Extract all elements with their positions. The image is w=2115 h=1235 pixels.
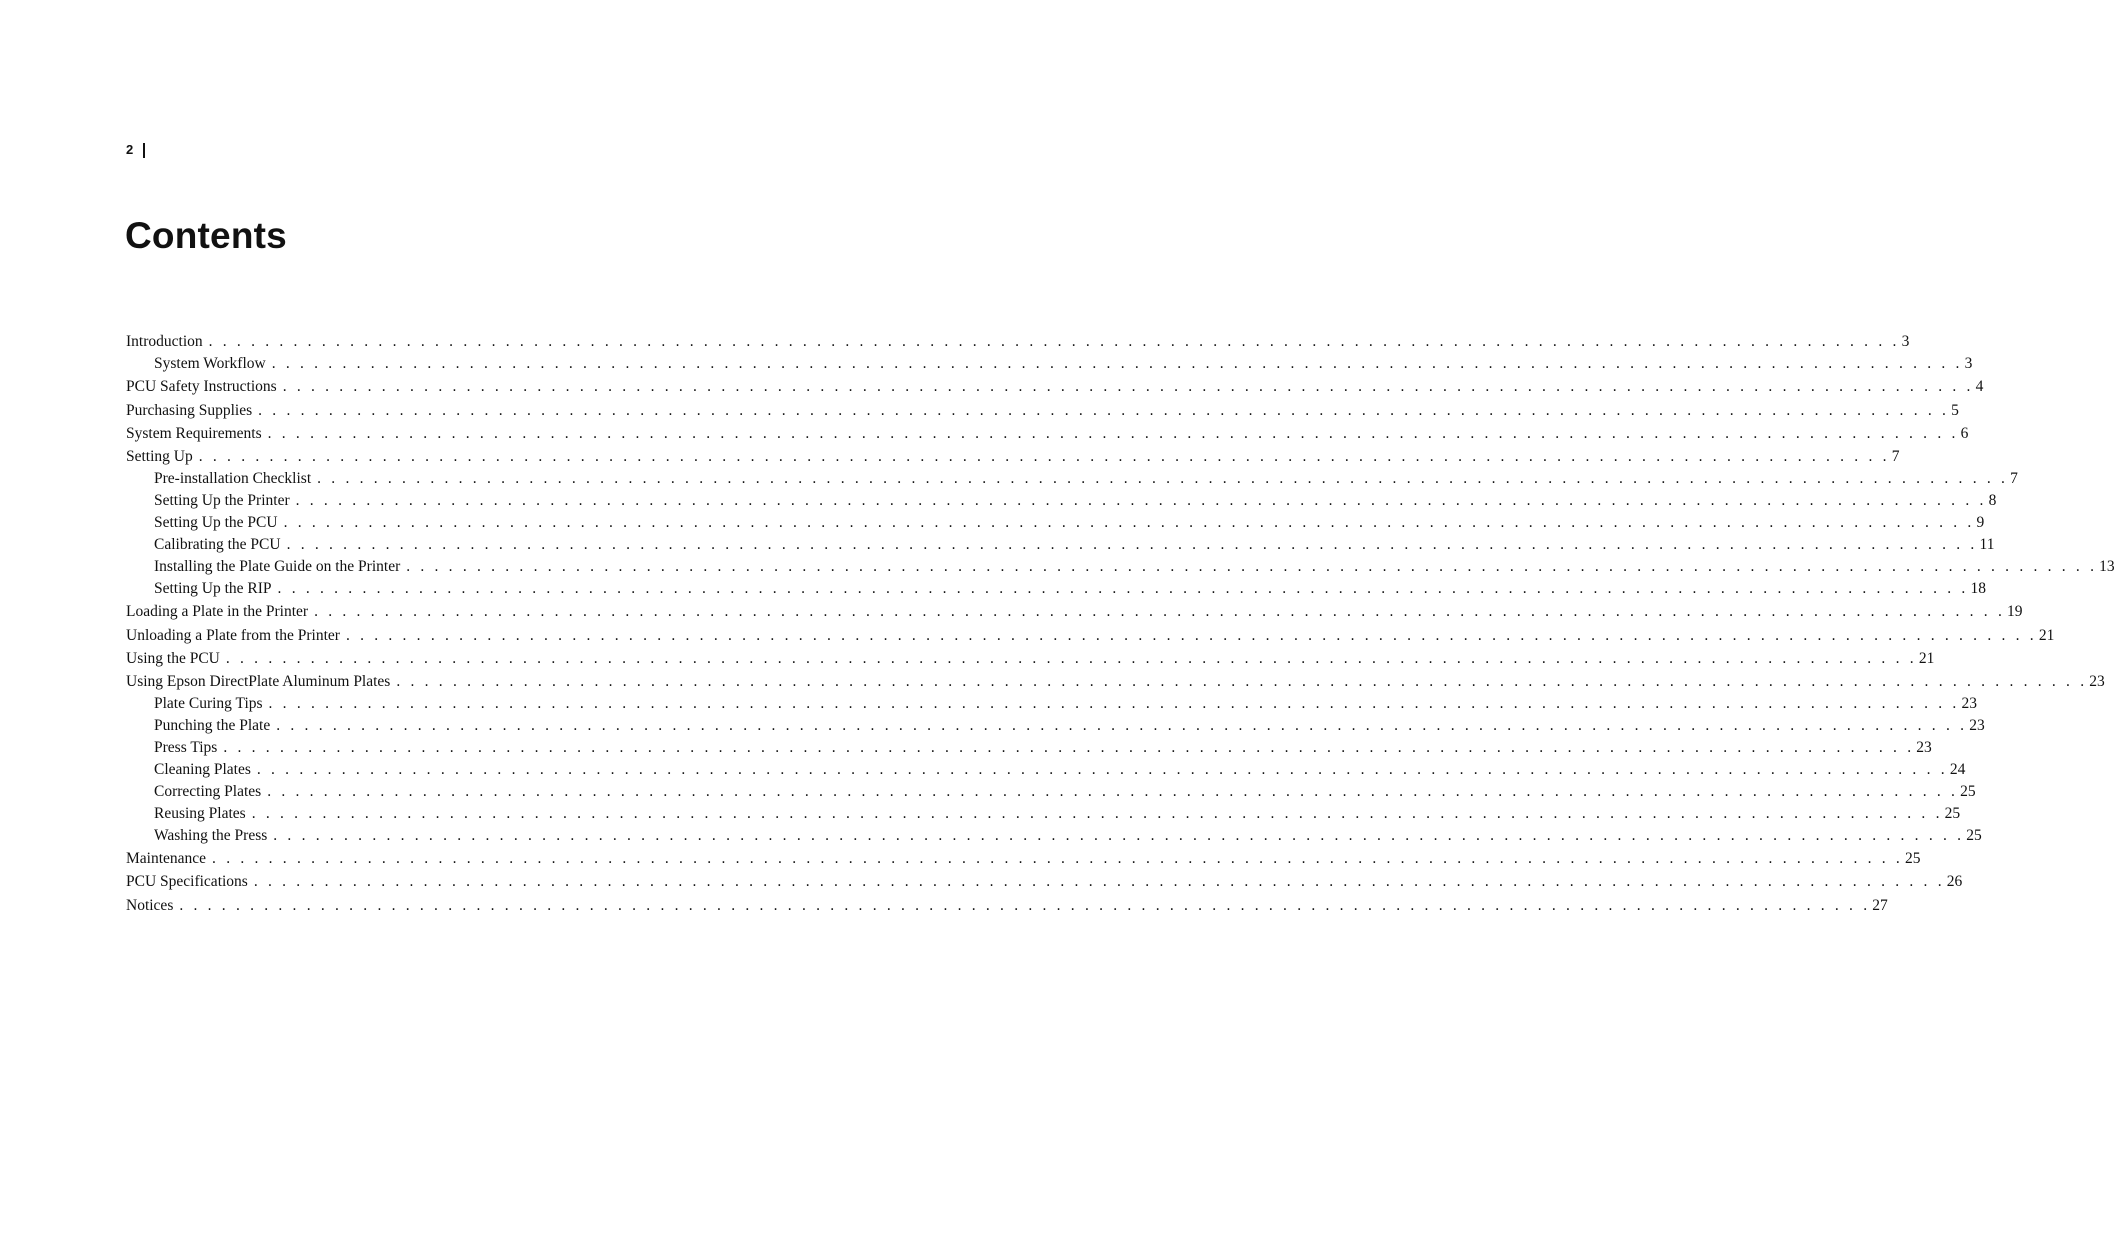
toc-entry-page[interactable]: 7 [1891,448,1900,466]
toc-entry-title[interactable]: Punching the Plate [154,717,271,735]
toc-entry-page[interactable]: 5 [1951,401,1959,419]
toc-entry-page[interactable]: 23 [1916,739,1932,757]
toc-dot-leader: . . . . . . . . . . . . . . . . . . . . . . . . . . . . . . . . . . . . . . . . . . . . . . . . . . . . . . . . . . . . . . . . . . . . . . . . . . . . . . . . . . . . . . . . . . . . . . . . . . . . . . . . . . . . . . . . . . . . . . . . [253,873,1945,891]
toc-entry-title[interactable]: Cleaning Plates [154,760,251,778]
toc-entry[interactable] [126,400,1959,422]
toc-entry[interactable] [126,578,1986,600]
toc-dot-leader: . . . . . . . . . . . . . . . . . . . . . . . . . . . . . . . . . . . . . . . . . . . . . . . . . . . . . . . . . . . . . . . . . . . . . . . . . . . . . . . . . . . . . . . . . . . . . . . . . . . . . . . . . . . . . . . . . . . . . . . . [283,514,1975,532]
toc-entry-page[interactable]: 18 [1970,579,1986,597]
toc-dot-leader: . . . . . . . . . . . . . . . . . . . . . . . . . . . . . . . . . . . . . . . . . . . . . . . . . . . . . . . . . . . . . . . . . . . . . . . . . . . . . . . . . . . . . . . . . . . . . . . . . . . . . . . . . . . . . . . . . . . . . . . . [273,826,1965,844]
toc-entry[interactable] [126,331,1910,353]
toc-entry-page[interactable]: 19 [2007,603,2023,621]
toc-entry[interactable] [126,353,1973,375]
toc-entry-title[interactable]: Introduction [126,333,203,350]
toc-entry-page[interactable]: 21 [2038,626,2055,644]
toc-entry-title[interactable]: Setting Up the Printer [154,492,290,510]
toc-entry-title[interactable]: Unloading a Plate from the Printer [126,626,340,644]
toc-entry[interactable] [126,625,2055,647]
toc-entry-title[interactable]: Setting Up the PCU [154,514,278,532]
toc-dot-leader: . . . . . . . . . . . . . . . . . . . . . . . . . . . . . . . . . . . . . . . . . . . . . . . . . . . . . . . . . . . . . . . . . . . . . . . . . . . . . . . . . . . . . . . . . . . . . . . . . . . . . . . . . . . . . . . . . . . . . . . . [268,695,1960,713]
page-number: 2 [126,142,134,157]
toc-entry-title[interactable]: Press Tips [154,739,218,757]
toc-entry[interactable] [126,601,2023,623]
toc-entry-page[interactable]: 24 [1949,760,1966,778]
toc-dot-leader: . . . . . . . . . . . . . . . . . . . . . . . . . . . . . . . . . . . . . . . . . . . . . . . . . . . . . . . . . . . . . . . . . . . . . . . . . . . . . . . . . . . . . . . . . . . . . . . . . . . . . . . . . . . . . . . . . . . . . . . . [267,782,1959,800]
toc-entry[interactable] [126,490,1997,512]
toc-dot-leader: . . . . . . . . . . . . . . . . . . . . . . . . . . . . . . . . . . . . . . . . . . . . . . . . . . . . . . . . . . . . . . . . . . . . . . . . . . . . . . . . . . . . . . . . . . . . . . . . . . . . . . . . . . . . . . . . . . . . . . . . [256,760,1948,778]
toc-entry-title[interactable]: Purchasing Supplies [126,401,253,419]
toc-entry-title[interactable]: Setting Up [126,448,193,466]
toc-entry-page[interactable]: 13 [2099,557,2115,575]
toc-entry[interactable] [126,468,2018,490]
toc-dot-leader: . . . . . . . . . . . . . . . . . . . . . . . . . . . . . . . . . . . . . . . . . . . . . . . . . . . . . . . . . . . . . . . . . . . . . . . . . . . . . . . . . . . . . . . . . . . . . . . . . . . . . . . . . . . . . . . . . . . . . . . . [223,739,1915,757]
toc-entry[interactable] [126,446,1900,468]
toc-entry-title[interactable]: Washing the Press [154,826,268,844]
toc-entry-title[interactable]: Reusing Plates [154,804,246,822]
toc-dot-leader: . . . . . . . . . . . . . . . . . . . . . . . . . . . . . . . . . . . . . . . . . . . . . . . . . . . . . . . . . . . . . . . . . . . . . . . . . . . . . . . . . . . . . . . . . . . . . . . . . . . . . . . . . . . . . . . . . . . . . . . . [295,492,1987,510]
toc-dot-leader: . . . . . . . . . . . . . . . . . . . . . . . . . . . . . . . . . . . . . . . . . . . . . . . . . . . . . . . . . . . . . . . . . . . . . . . . . . . . . . . . . . . . . . . . . . . . . . . . . . . . . . . . . . . . . . . . . . . . . . . . [198,448,1890,466]
toc-dot-leader: . . . . . . . . . . . . . . . . . . . . . . . . . . . . . . . . . . . . . . . . . . . . . . . . . . . . . . . . . . . . . . . . . . . . . . . . . . . . . . . . . . . . . . . . . . . . . . . . . . . . . . . . . . . . . . . . . . . . . . . . [396,673,2088,691]
toc-entry-title[interactable]: System Requirements [126,425,262,443]
toc-entry-page[interactable]: 23 [1969,717,1985,735]
toc-entry-title[interactable]: Correcting Plates [154,782,262,800]
toc-entry-title[interactable]: Using the PCU [126,649,220,667]
toc-entry-page[interactable]: 21 [1918,649,1935,667]
toc-entry-page[interactable]: 25 [1960,782,1976,800]
toc-dot-leader: . . . . . . . . . . . . . . . . . . . . . . . . . . . . . . . . . . . . . . . . . . . . . . . . . . . . . . . . . . . . . . . . . . . . . . . . . . . . . . . . . . . . . . . . . . . . . . . . . . . . . . . . . . . . . . . . . . . . . . . . [314,603,2006,621]
toc-dot-leader: . . . . . . . . . . . . . . . . . . . . . . . . . . . . . . . . . . . . . . . . . . . . . . . . . . . . . . . . . . . . . . . . . . . . . . . . . . . . . . . . . . . . . . . . . . . . . . . . . . . . . . . . . . . . . . . . . . . . . . . . [406,557,2098,575]
toc-entry-title[interactable]: System Workflow [154,354,266,372]
toc-dot-leader: . . . . . . . . . . . . . . . . . . . . . . . . . . . . . . . . . . . . . . . . . . . . . . . . . . . . . . . . . . . . . . . . . . . . . . . . . . . . . . . . . . . . . . . . . . . . . . . . . . . . . . . . . . . . . . . . . . . . . . . . [251,804,1943,822]
toc-dot-leader: . . . . . . . . . . . . . . . . . . . . . . . . . . . . . . . . . . . . . . . . . . . . . . . . . . . . . . . . . . . . . . . . . . . . . . . . . . . . . . . . . . . . . . . . . . . . . . . . . . . . . . . . . . . . . . . . . . . . . . . . [225,649,1917,667]
toc-entry-page[interactable]: 9 [1976,514,1985,532]
toc-dot-leader: . . . . . . . . . . . . . . . . . . . . . . . . . . . . . . . . . . . . . . . . . . . . . . . . . . . . . . . . . . . . . . . . . . . . . . . . . . . . . . . . . . . . . . . . . . . . . . . . . . . . . . . . . . . . . . . . . . . . . . . . [277,579,1969,597]
toc-entry-page[interactable]: 3 [1964,354,1973,372]
toc-entry[interactable] [126,848,1921,870]
toc-dot-leader: . . . . . . . . . . . . . . . . . . . . . . . . . . . . . . . . . . . . . . . . . . . . . . . . . . . . . . . . . . . . . . . . . . . . . . . . . . . . . . . . . . . . . . . . . . . . . . . . . . . . . . . . . . . . . . . . . . . . . . . . [179,896,1871,914]
toc-entry-title[interactable]: Using Epson DirectPlate Aluminum Plates [126,673,391,691]
page-header [126,140,145,160]
toc-entry-page[interactable]: 27 [1872,896,1888,914]
toc-entry[interactable] [126,423,1969,445]
toc-dot-leader: . . . . . . . . . . . . . . . . . . . . . . . . . . . . . . . . . . . . . . . . . . . . . . . . . . . . . . . . . . . . . . . . . . . . . . . . . . . . . . . . . . . . . . . . . . . . . . . . . . . . . . . . . . . . . . . . . . . . . . . . [317,470,2009,488]
toc-entry[interactable] [126,671,2105,693]
toc-entry[interactable] [126,693,1977,715]
toc-entry-title[interactable]: PCU Specifications [126,873,248,891]
toc-entry-title[interactable]: PCU Safety Instructions [126,378,277,396]
toc-entry-title[interactable]: Pre-installation Checklist [154,470,312,488]
toc-entry[interactable] [126,759,1966,781]
toc-entry[interactable] [126,781,1976,803]
toc-entry-page[interactable]: 4 [1975,378,1984,396]
toc-entry[interactable] [126,512,1985,534]
toc-entry-page[interactable]: 3 [1901,333,1910,350]
toc-entry-page[interactable]: 7 [2010,470,2018,488]
toc-entry-title[interactable]: Notices [126,896,174,914]
toc-dot-leader: . . . . . . . . . . . . . . . . . . . . . . . . . . . . . . . . . . . . . . . . . . . . . . . . . . . . . . . . . . . . . . . . . . . . . . . . . . . . . . . . . . . . . . . . . . . . . . . . . . . . . . . . . . . . . . . . . . . . . . . . [286,536,1978,554]
toc-entry-page[interactable]: 23 [2089,673,2105,691]
page-title: Contents [125,215,287,256]
toc-entry-page[interactable]: 25 [1944,804,1961,822]
toc-dot-leader: . . . . . . . . . . . . . . . . . . . . . . . . . . . . . . . . . . . . . . . . . . . . . . . . . . . . . . . . . . . . . . . . . . . . . . . . . . . . . . . . . . . . . . . . . . . . . . . . . . . . . . . . . . . . . . . . . . . . . . . . [258,401,1950,419]
toc-entry[interactable] [126,895,1888,917]
toc-entry-page[interactable]: 6 [1960,425,1969,443]
toc-dot-leader: . . . . . . . . . . . . . . . . . . . . . . . . . . . . . . . . . . . . . . . . . . . . . . . . . . . . . . . . . . . . . . . . . . . . . . . . . . . . . . . . . . . . . . . . . . . . . . . . . . . . . . . . . . . . . . . . . . . . . . . . [208,333,1900,350]
toc-entry-page[interactable]: 25 [1904,849,1921,867]
table-of-contents [126,331,2115,917]
toc-entry-page[interactable]: 25 [1966,826,1982,844]
toc-entry-page[interactable]: 11 [1979,536,1995,554]
toc-entry-page[interactable]: 23 [1961,695,1977,713]
toc-entry-page[interactable]: 26 [1946,873,1963,891]
toc-entry-title[interactable]: Calibrating the PCU [154,536,281,554]
toc-entry[interactable] [126,715,1985,737]
toc-entry[interactable] [126,376,1984,398]
toc-dot-leader: . . . . . . . . . . . . . . . . . . . . . . . . . . . . . . . . . . . . . . . . . . . . . . . . . . . . . . . . . . . . . . . . . . . . . . . . . . . . . . . . . . . . . . . . . . . . . . . . . . . . . . . . . . . . . . . . . . . . . . . . [271,354,1963,372]
toc-entry-title[interactable]: Loading a Plate in the Printer [126,603,309,621]
toc-dot-leader: . . . . . . . . . . . . . . . . . . . . . . . . . . . . . . . . . . . . . . . . . . . . . . . . . . . . . . . . . . . . . . . . . . . . . . . . . . . . . . . . . . . . . . . . . . . . . . . . . . . . . . . . . . . . . . . . . . . . . . . . [345,626,2037,644]
toc-entry[interactable] [126,871,1963,893]
toc-dot-leader: . . . . . . . . . . . . . . . . . . . . . . . . . . . . . . . . . . . . . . . . . . . . . . . . . . . . . . . . . . . . . . . . . . . . . . . . . . . . . . . . . . . . . . . . . . . . . . . . . . . . . . . . . . . . . . . . . . . . . . . . [212,849,1903,867]
toc-entry[interactable] [126,556,2115,578]
toc-entry-title[interactable]: Installing the Plate Guide on the Printer [154,557,401,575]
toc-dot-leader: . . . . . . . . . . . . . . . . . . . . . . . . . . . . . . . . . . . . . . . . . . . . . . . . . . . . . . . . . . . . . . . . . . . . . . . . . . . . . . . . . . . . . . . . . . . . . . . . . . . . . . . . . . . . . . . . . . . . . . . . [267,425,1959,443]
toc-dot-leader: . . . . . . . . . . . . . . . . . . . . . . . . . . . . . . . . . . . . . . . . . . . . . . . . . . . . . . . . . . . . . . . . . . . . . . . . . . . . . . . . . . . . . . . . . . . . . . . . . . . . . . . . . . . . . . . . . . . . . . . . [276,717,1968,735]
toc-entry[interactable] [126,648,1935,670]
toc-entry[interactable] [126,737,1932,759]
toc-entry-title[interactable]: Maintenance [126,849,207,867]
header-divider [143,143,145,158]
toc-entry-title[interactable]: Plate Curing Tips [154,695,263,713]
toc-entry-page[interactable]: 8 [1988,492,1997,510]
toc-entry[interactable] [126,803,1961,825]
toc-dot-leader: . . . . . . . . . . . . . . . . . . . . . . . . . . . . . . . . . . . . . . . . . . . . . . . . . . . . . . . . . . . . . . . . . . . . . . . . . . . . . . . . . . . . . . . . . . . . . . . . . . . . . . . . . . . . . . . . . . . . . . . . [282,378,1974,396]
toc-entry[interactable] [126,825,1982,847]
toc-entry-title[interactable]: Setting Up the RIP [154,579,272,597]
toc-entry[interactable] [126,534,1995,556]
